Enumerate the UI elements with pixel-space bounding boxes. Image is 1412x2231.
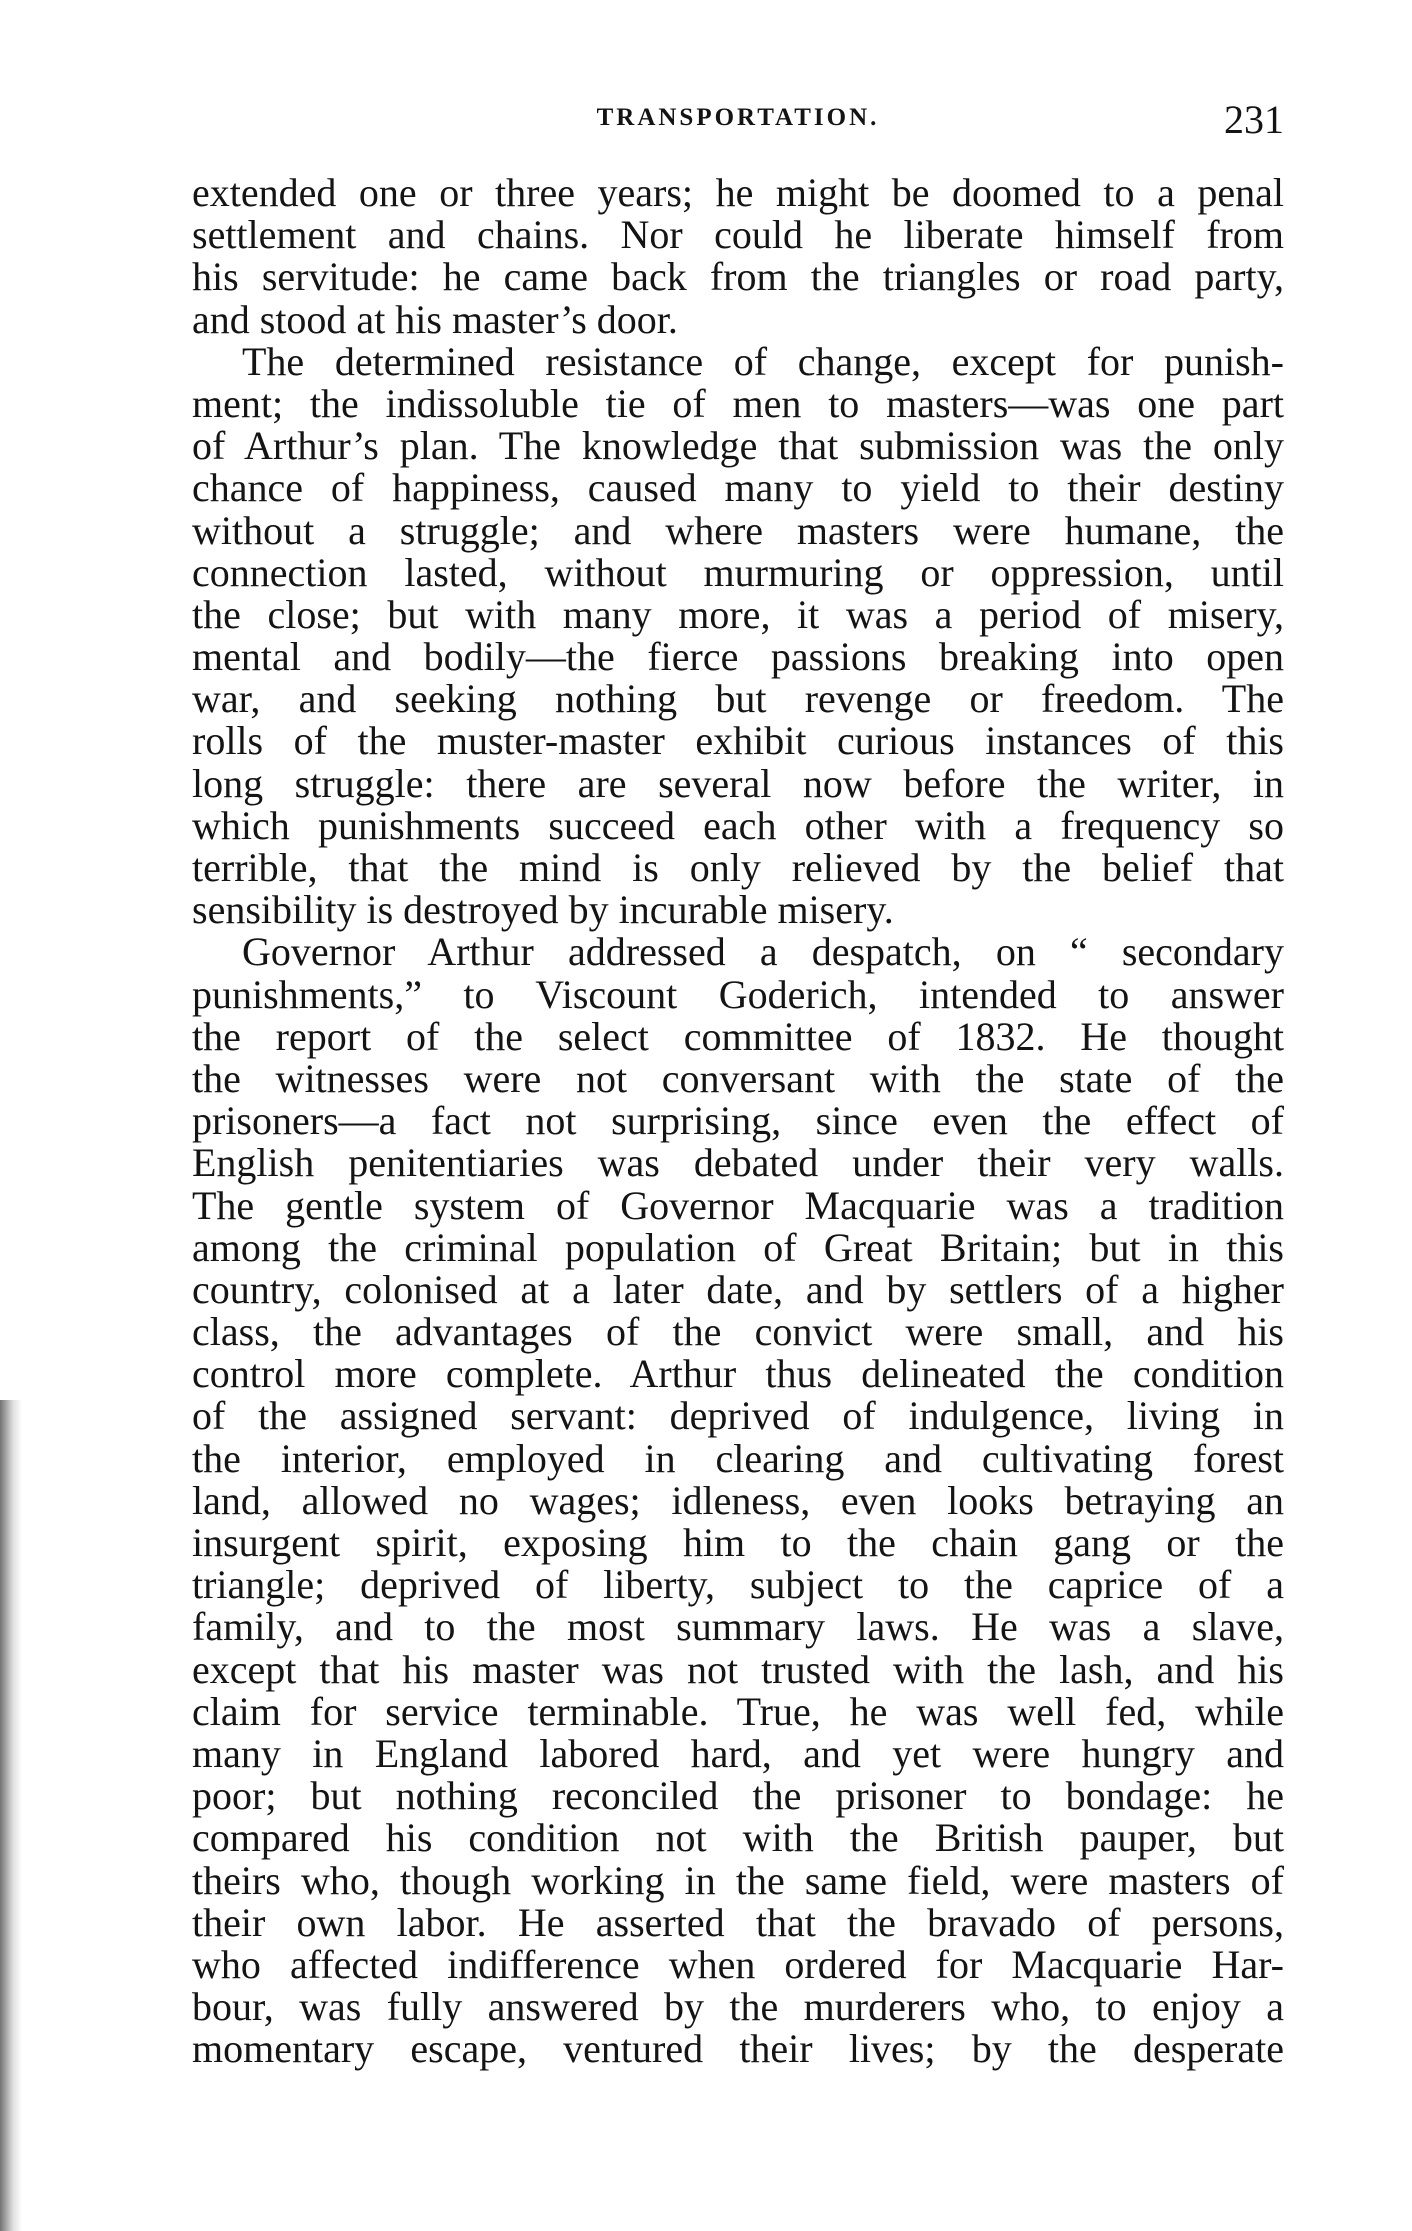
text-line: the interior, employed in clearing and cultivating forest xyxy=(192,1435,1284,1481)
text-line: mental and bodily—the fierce passions breaking into open xyxy=(192,634,1284,680)
text-line: except that his master was not trusted with the lash, and his xyxy=(192,1646,1284,1692)
binding-shadow xyxy=(0,1400,22,2231)
text-line: compared his condition not with the British pauper, but xyxy=(192,1815,1284,1861)
text-line: momentary escape, ventured their lives; by the desperate xyxy=(192,2026,1284,2072)
text-line: sensibility is destroyed by incurable misery. xyxy=(192,887,894,933)
text-line: the close; but with many more, it was a period of misery, xyxy=(192,591,1284,637)
text-line: rolls of the muster-master exhibit curious instances of this xyxy=(192,718,1284,764)
text-line: extended one or three years; he might be doomed to a penal xyxy=(192,170,1284,215)
text-line: punishments,” to Viscount Goderich, intended to answer xyxy=(192,971,1284,1017)
text-line: the report of the select committee of 1832. He thought xyxy=(192,1013,1284,1059)
text-line: long struggle: there are several now before the writer, in xyxy=(192,760,1284,806)
text-line: which punishments succeed each other with a frequency so xyxy=(192,802,1284,848)
text-line: among the criminal population of Great Britain; but in this xyxy=(192,1224,1284,1270)
text-line: war, and seeking nothing but revenge or freedom. The xyxy=(192,676,1284,722)
text-line: his servitude: he came back from the triangles or road party, xyxy=(192,254,1284,300)
text-line: of the assigned servant: deprived of indulgence, living in xyxy=(192,1393,1284,1439)
text-line: the witnesses were not conversant with the state of the xyxy=(192,1055,1284,1101)
text-line: theirs who, though working in the same field, were masters of xyxy=(192,1857,1284,1903)
text-line: and stood at his master’s door. xyxy=(192,296,678,342)
text-line: prisoners—a fact not surprising, since even the effect of xyxy=(192,1098,1284,1144)
text-line: settlement and chains. Nor could he liberate himself from xyxy=(192,212,1284,258)
text-line: many in England labored hard, and yet were hungry and xyxy=(192,1730,1284,1776)
running-title: TRANSPORTATION. xyxy=(596,104,880,131)
text-line: class, the advantages of the convict were small, and his xyxy=(192,1309,1284,1355)
text-line: land, allowed no wages; idleness, even looks betraying an xyxy=(192,1477,1284,1523)
text-line: chance of happiness, caused many to yield to their destiny xyxy=(192,465,1284,511)
text-line: connection lasted, without murmuring or oppression, until xyxy=(192,549,1284,595)
text-line: country, colonised at a later date, and by settlers of a higher xyxy=(192,1266,1284,1312)
text-line: ment; the indissoluble tie of men to masters—was one part xyxy=(192,380,1284,426)
text-line: bour, was fully answered by the murderers who, to enjoy a xyxy=(192,1984,1284,2030)
text-line: who affected indifference when ordered for Macquarie Har- xyxy=(192,1941,1284,1987)
text-line: claim for service terminable. True, he was well fed, while xyxy=(192,1688,1284,1734)
text-line: terrible, that the mind is only relieved by the belief that xyxy=(192,845,1284,890)
text-line: The determined resistance of change, except for punish- xyxy=(242,338,1284,384)
text-line: The gentle system of Governor Macquarie was a tradition xyxy=(192,1182,1284,1228)
text-line: English penitentiaries was debated under their very walls. xyxy=(192,1140,1284,1186)
text-line: poor; but nothing reconciled the prisoner to bondage: he xyxy=(192,1773,1284,1819)
running-head xyxy=(192,96,1284,148)
text-line: their own labor. He asserted that the bravado of persons, xyxy=(192,1899,1284,1945)
text-line: insurgent spirit, exposing him to the chain gang or the xyxy=(192,1520,1284,1565)
text-line: Governor Arthur addressed a despatch, on “ secondary xyxy=(242,929,1284,975)
text-line: family, and to the most summary laws. He was a slave, xyxy=(192,1604,1284,1650)
body-text xyxy=(192,172,1284,2070)
text-line: of Arthur’s plan. The knowledge that submission was the only xyxy=(192,423,1284,469)
text-line: triangle; deprived of liberty, subject to the caprice of a xyxy=(192,1562,1284,1608)
text-line: control more complete. Arthur thus delineated the condition xyxy=(192,1351,1284,1397)
text-line: without a struggle; and where masters were humane, the xyxy=(192,507,1284,553)
page-number: 231 xyxy=(1224,97,1284,142)
